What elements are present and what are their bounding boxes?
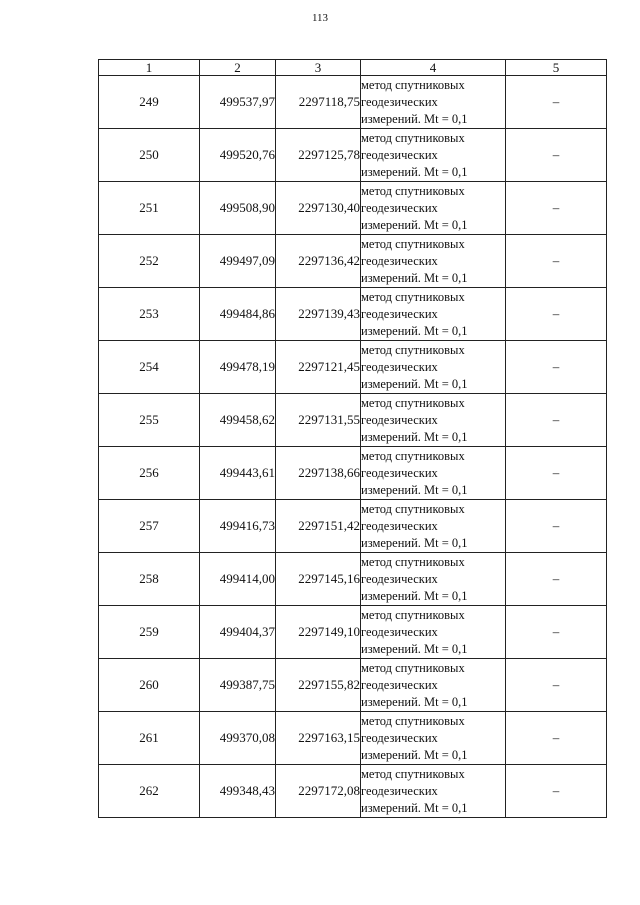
y-coordinate-cell: 2297155,82 bbox=[276, 659, 361, 712]
x-coordinate-cell: 499520,76 bbox=[200, 129, 276, 182]
method-line: метод спутниковых bbox=[361, 236, 465, 251]
method-line: измерений. Mt = 0,1 bbox=[361, 535, 468, 550]
column-5-cell: – bbox=[506, 606, 607, 659]
table-header bbox=[99, 60, 607, 76]
point-number-cell: 255 bbox=[99, 394, 200, 447]
header-row bbox=[99, 60, 607, 76]
method-cell bbox=[361, 235, 506, 288]
table-row bbox=[99, 500, 607, 553]
method-cell bbox=[361, 341, 506, 394]
point-number-cell: 260 bbox=[99, 659, 200, 712]
method-line: метод спутниковых bbox=[361, 448, 465, 463]
column-5-cell: – bbox=[506, 553, 607, 606]
x-coordinate-cell: 499404,37 bbox=[200, 606, 276, 659]
method-cell bbox=[361, 500, 506, 553]
method-line: измерений. Mt = 0,1 bbox=[361, 747, 468, 762]
method-line: метод спутниковых bbox=[361, 395, 465, 410]
x-coordinate-cell: 499416,73 bbox=[200, 500, 276, 553]
method-cell bbox=[361, 659, 506, 712]
column-5-cell: – bbox=[506, 341, 607, 394]
method-line: измерений. Mt = 0,1 bbox=[361, 694, 468, 709]
table-row bbox=[99, 129, 607, 182]
method-cell bbox=[361, 76, 506, 129]
method-line: геодезических bbox=[361, 571, 438, 586]
x-coordinate-cell: 499508,90 bbox=[200, 182, 276, 235]
method-line: метод спутниковых bbox=[361, 660, 465, 675]
method-cell bbox=[361, 182, 506, 235]
x-coordinate-cell: 499348,43 bbox=[200, 765, 276, 818]
column-5-cell: – bbox=[506, 500, 607, 553]
point-number-cell: 250 bbox=[99, 129, 200, 182]
method-cell bbox=[361, 394, 506, 447]
y-coordinate-cell: 2297149,10 bbox=[276, 606, 361, 659]
column-5-cell: – bbox=[506, 765, 607, 818]
y-coordinate-cell: 2297121,45 bbox=[276, 341, 361, 394]
x-coordinate-cell: 499414,00 bbox=[200, 553, 276, 606]
method-line: геодезических bbox=[361, 518, 438, 533]
table-row bbox=[99, 394, 607, 447]
x-coordinate-cell: 499443,61 bbox=[200, 447, 276, 500]
method-line: метод спутниковых bbox=[361, 501, 465, 516]
method-line: метод спутниковых bbox=[361, 713, 465, 728]
method-line: измерений. Mt = 0,1 bbox=[361, 588, 468, 603]
method-line: метод спутниковых bbox=[361, 130, 465, 145]
y-coordinate-cell: 2297136,42 bbox=[276, 235, 361, 288]
method-line: геодезических bbox=[361, 783, 438, 798]
method-line: измерений. Mt = 0,1 bbox=[361, 641, 468, 656]
y-coordinate-cell: 2297139,43 bbox=[276, 288, 361, 341]
x-coordinate-cell: 499537,97 bbox=[200, 76, 276, 129]
method-line: геодезических bbox=[361, 306, 438, 321]
method-line: геодезических bbox=[361, 94, 438, 109]
method-line: метод спутниковых bbox=[361, 289, 465, 304]
table-row bbox=[99, 288, 607, 341]
table-row bbox=[99, 76, 607, 129]
column-5-cell: – bbox=[506, 712, 607, 765]
method-line: геодезических bbox=[361, 147, 438, 162]
point-number-cell: 256 bbox=[99, 447, 200, 500]
table-row bbox=[99, 553, 607, 606]
method-line: геодезических bbox=[361, 253, 438, 268]
point-number-cell: 258 bbox=[99, 553, 200, 606]
method-line: измерений. Mt = 0,1 bbox=[361, 111, 468, 126]
y-coordinate-cell: 2297151,42 bbox=[276, 500, 361, 553]
y-coordinate-cell: 2297130,40 bbox=[276, 182, 361, 235]
point-number-cell: 261 bbox=[99, 712, 200, 765]
page-number: 113 bbox=[311, 12, 329, 24]
method-cell bbox=[361, 606, 506, 659]
method-line: метод спутниковых bbox=[361, 766, 465, 781]
header-col-1: 1 bbox=[99, 60, 200, 76]
header-col-2: 2 bbox=[200, 60, 276, 76]
table-body bbox=[99, 76, 607, 818]
method-cell bbox=[361, 553, 506, 606]
column-5-cell: – bbox=[506, 129, 607, 182]
method-line: метод спутниковых bbox=[361, 77, 465, 92]
method-line: метод спутниковых bbox=[361, 607, 465, 622]
point-number-cell: 259 bbox=[99, 606, 200, 659]
method-line: измерений. Mt = 0,1 bbox=[361, 482, 468, 497]
column-5-cell: – bbox=[506, 447, 607, 500]
point-number-cell: 249 bbox=[99, 76, 200, 129]
point-number-cell: 257 bbox=[99, 500, 200, 553]
method-line: геодезических bbox=[361, 730, 438, 745]
method-line: геодезических bbox=[361, 359, 438, 374]
column-5-cell: – bbox=[506, 235, 607, 288]
y-coordinate-cell: 2297131,55 bbox=[276, 394, 361, 447]
column-5-cell: – bbox=[506, 659, 607, 712]
point-number-cell: 262 bbox=[99, 765, 200, 818]
method-line: измерений. Mt = 0,1 bbox=[361, 164, 468, 179]
point-number-cell: 251 bbox=[99, 182, 200, 235]
table-row bbox=[99, 447, 607, 500]
method-line: геодезических bbox=[361, 200, 438, 215]
column-5-cell: – bbox=[506, 76, 607, 129]
method-line: измерений. Mt = 0,1 bbox=[361, 270, 468, 285]
x-coordinate-cell: 499387,75 bbox=[200, 659, 276, 712]
table-row bbox=[99, 765, 607, 818]
method-cell bbox=[361, 447, 506, 500]
method-line: измерений. Mt = 0,1 bbox=[361, 323, 468, 338]
table-row bbox=[99, 341, 607, 394]
coordinates-table bbox=[98, 59, 607, 818]
header-col-5: 5 bbox=[506, 60, 607, 76]
column-5-cell: – bbox=[506, 394, 607, 447]
method-line: геодезических bbox=[361, 677, 438, 692]
column-5-cell: – bbox=[506, 288, 607, 341]
method-line: геодезических bbox=[361, 465, 438, 480]
method-line: геодезических bbox=[361, 412, 438, 427]
method-cell bbox=[361, 129, 506, 182]
method-cell bbox=[361, 765, 506, 818]
y-coordinate-cell: 2297163,15 bbox=[276, 712, 361, 765]
table-row bbox=[99, 235, 607, 288]
column-5-cell: – bbox=[506, 182, 607, 235]
x-coordinate-cell: 499458,62 bbox=[200, 394, 276, 447]
method-line: метод спутниковых bbox=[361, 342, 465, 357]
x-coordinate-cell: 499478,19 bbox=[200, 341, 276, 394]
y-coordinate-cell: 2297125,78 bbox=[276, 129, 361, 182]
table-row bbox=[99, 182, 607, 235]
point-number-cell: 253 bbox=[99, 288, 200, 341]
y-coordinate-cell: 2297138,66 bbox=[276, 447, 361, 500]
method-line: измерений. Mt = 0,1 bbox=[361, 800, 468, 815]
method-line: геодезических bbox=[361, 624, 438, 639]
table-row bbox=[99, 659, 607, 712]
table-row bbox=[99, 712, 607, 765]
header-col-4: 4 bbox=[361, 60, 506, 76]
y-coordinate-cell: 2297118,75 bbox=[276, 76, 361, 129]
x-coordinate-cell: 499497,09 bbox=[200, 235, 276, 288]
method-line: измерений. Mt = 0,1 bbox=[361, 376, 468, 391]
point-number-cell: 252 bbox=[99, 235, 200, 288]
method-line: измерений. Mt = 0,1 bbox=[361, 217, 468, 232]
method-line: измерений. Mt = 0,1 bbox=[361, 429, 468, 444]
method-line: метод спутниковых bbox=[361, 183, 465, 198]
point-number-cell: 254 bbox=[99, 341, 200, 394]
y-coordinate-cell: 2297172,08 bbox=[276, 765, 361, 818]
method-cell bbox=[361, 288, 506, 341]
x-coordinate-cell: 499484,86 bbox=[200, 288, 276, 341]
table-row bbox=[99, 606, 607, 659]
method-line: метод спутниковых bbox=[361, 554, 465, 569]
header-col-3: 3 bbox=[276, 60, 361, 76]
y-coordinate-cell: 2297145,16 bbox=[276, 553, 361, 606]
x-coordinate-cell: 499370,08 bbox=[200, 712, 276, 765]
method-cell bbox=[361, 712, 506, 765]
